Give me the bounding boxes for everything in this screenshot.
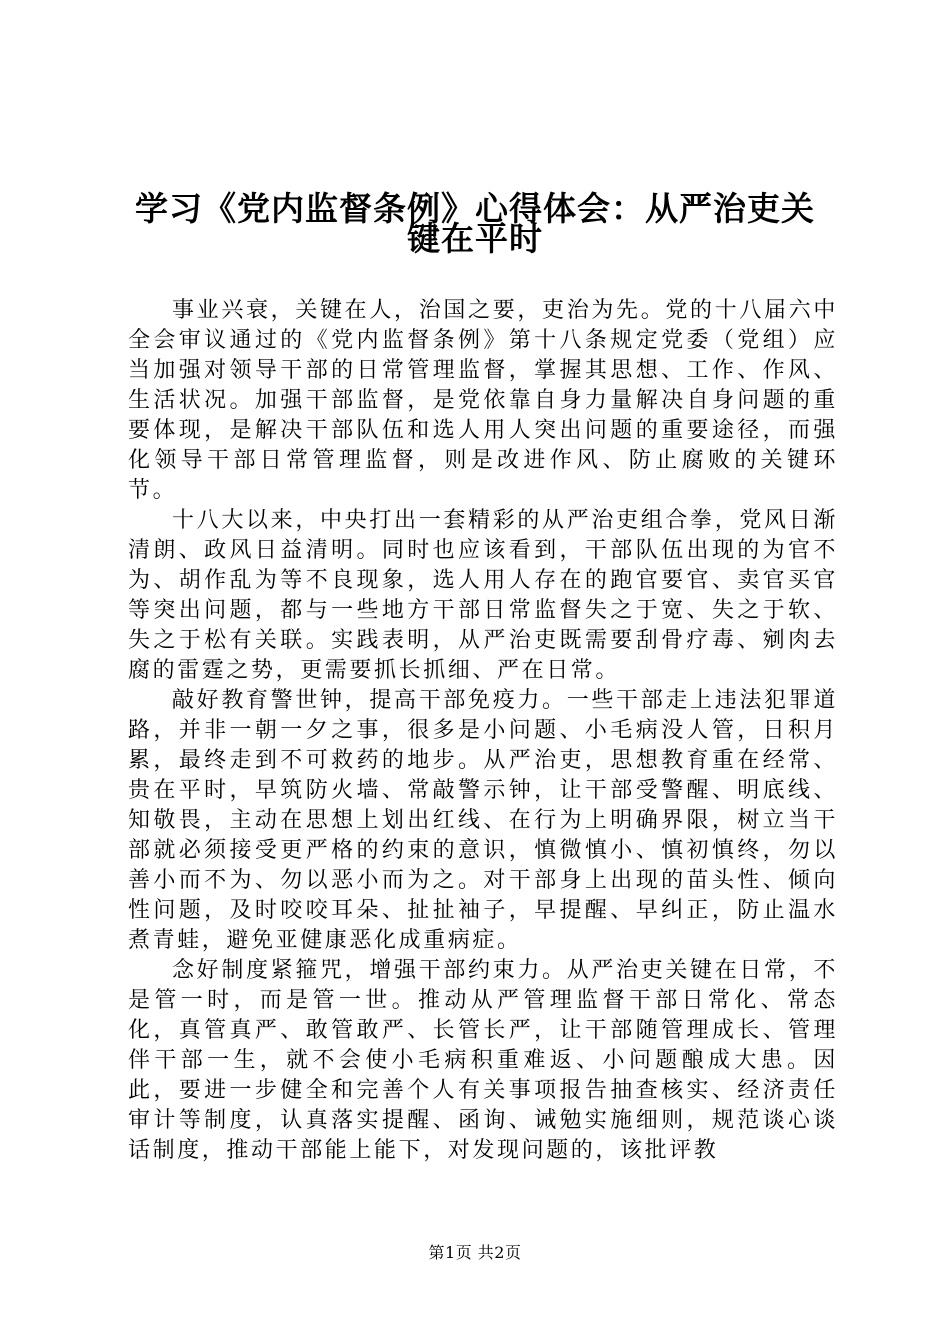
body-paragraph-2: 十八大以来，中央打出一套精彩的从严治吏组合拳，党风日渐清朗、政风日益清明。同时也应该看到，干部队伍出现的为官不为、胡作乱为等不良现象，选人用人存在的跑官要官、卖官买官等突出问题，都与一些地方干部日常监督失之于宽、失之于软、失之于松有关联。实践表明，从严治吏既需要刮骨疗毒、剜肉去腐的雷霆之势，更需要抓长抓细、严在日常。 <box>128 508 838 683</box>
body-paragraph-1: 事业兴衰，关键在人，治国之要，吏治为先。党的十八届六中全会审议通过的《党内监督条例》第十八条规定党委（党组）应当加强对领导干部的日常管理监督，掌握其思想、工作、作风、生活状况。加强干部监督，是党依靠自身力量解决自身问题的重要体现，是解决干部队伍和选人用人突出问题的重要途径，而强化领导干部日常管理监督，则是改进作风、防止腐败的关键环节。 <box>128 298 838 503</box>
page-number-footer: 第1页 共2页 <box>428 1243 522 1262</box>
document-title-line-1: 学习《党内监督条例》心得体会：从严治吏关 <box>135 189 815 228</box>
document-title-line-2: 键在平时 <box>407 219 543 258</box>
body-paragraph-4: 念好制度紧箍咒，增强干部约束力。从严治吏关键在日常，不是管一时，而是管一世。推动从严管理监督干部日常化、常态化，真管真严、敢管敢严、长管长严，让干部随管理成长、管理伴干部一生，就不会使小毛病积重难返、小问题酿成大患。因此，要进一步健全和完善个人有关事项报告抽查核实、经济责任审计等制度，认真落实提醒、函询、诫勉实施细则，规范谈心谈话制度，推动干部能上能下，对发现问题的，该批评教 <box>128 958 838 1163</box>
body-paragraph-3: 敲好教育警世钟，提高干部免疫力。一些干部走上违法犯罪道路，并非一朝一夕之事，很多是小问题、小毛病没人管，日积月累，最终走到不可救药的地步。从严治吏，思想教育重在经常、贵在平时，早筑防火墙、常敲警示钟，让干部受警醒、明底线、知敬畏，主动在思想上划出红线、在行为上明确界限，树立当干部就必须接受更严格的约束的意识，慎微慎小、慎初慎终，勿以善小而不为、勿以恶小而为之。对干部身上出现的苗头性、倾向性问题，及时咬咬耳朵、扯扯袖子，早提醒、早纠正，防止温水煮青蛙，避免亚健康恶化成重病症。 <box>128 688 838 953</box>
document-body <box>128 296 838 1166</box>
